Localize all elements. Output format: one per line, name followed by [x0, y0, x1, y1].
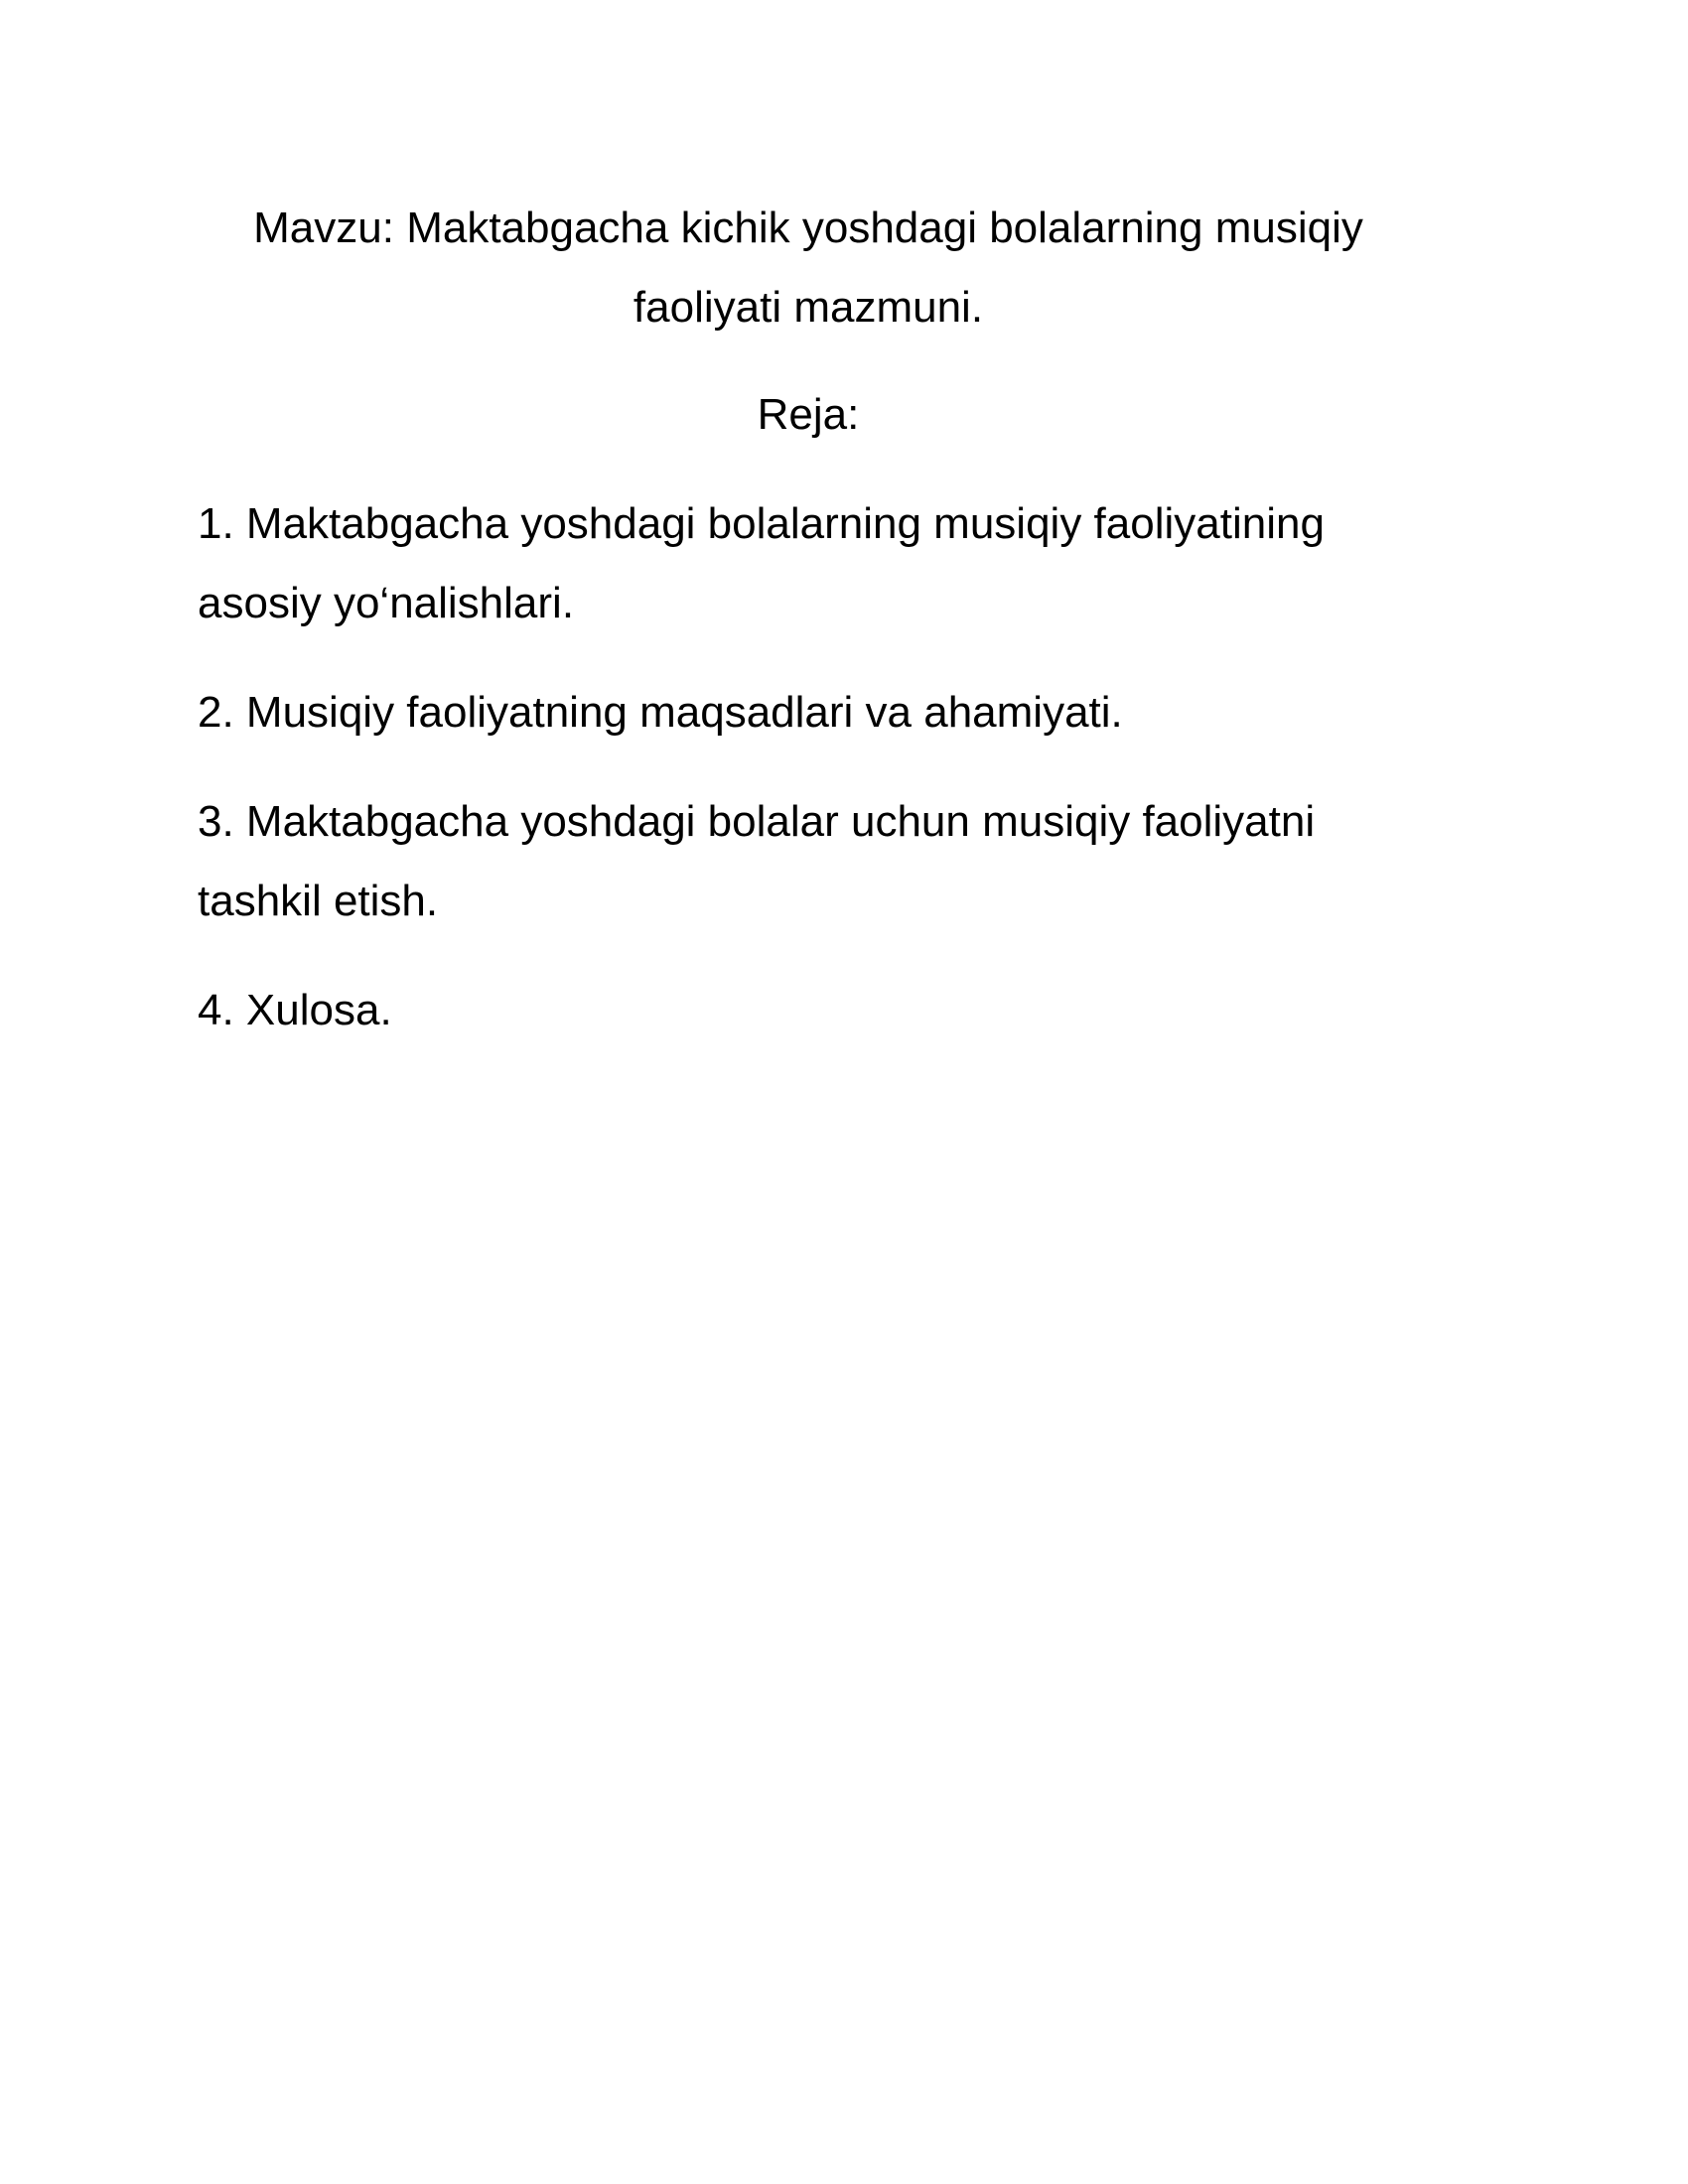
plan-heading: Reja: [757, 390, 860, 439]
plan-item: 4. Xulosa. [198, 986, 392, 1034]
document-title: Mavzu: Maktabgacha kichik yoshdagi bolalarning musiqiy faoliyati mazmuni. [253, 204, 1363, 332]
plan-item: 2. Musiqiy faoliyatning maqsadlari va ahamiyati. [198, 688, 1123, 737]
document-content [198, 189, 1419, 1080]
plan-item: 3. Maktabgacha yoshdagi bolalar uchun musiqiy faoliyatni tashkil etish. [198, 797, 1316, 925]
plan-list [198, 484, 1419, 1050]
plan-item: 1. Maktabgacha yoshdagi bolalarning musiqiy faoliyatining asosiy yo‘nalishlari. [198, 499, 1325, 627]
